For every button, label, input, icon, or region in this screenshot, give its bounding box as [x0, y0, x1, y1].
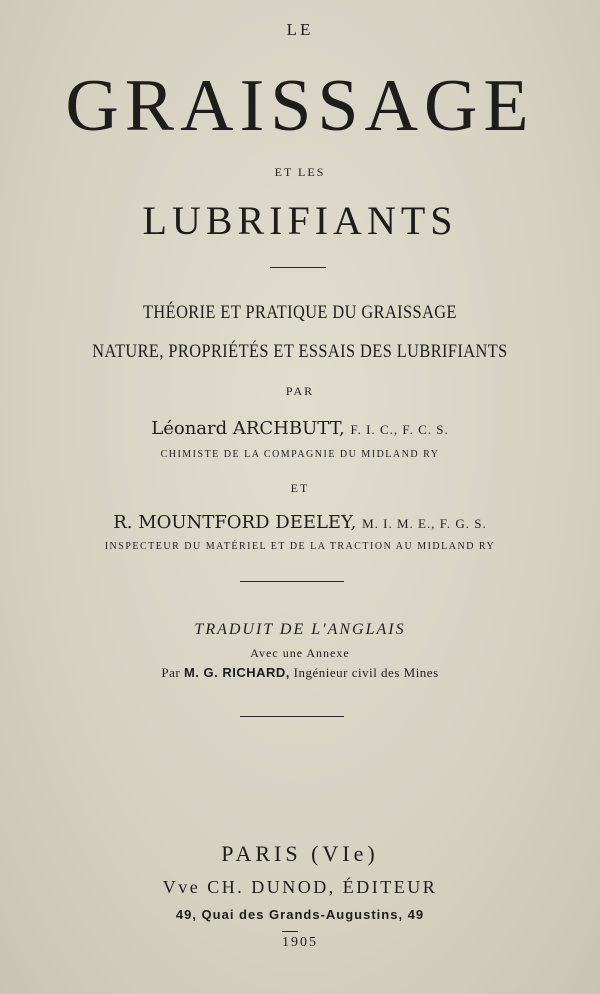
annex-note: Avec une Annexe	[250, 646, 350, 660]
publication-year: 1905	[282, 935, 318, 950]
main-title: GRAISSAGE	[65, 65, 535, 147]
title-article: LE	[286, 20, 314, 39]
author-1-credentials: F. I. C., F. C. S.	[350, 422, 449, 437]
translator-prefix: Par	[161, 665, 181, 680]
author-1-name: Léonard ARCHBUTT,	[151, 418, 345, 439]
publication-city: PARIS (VIe)	[221, 841, 379, 866]
divider-lower	[240, 716, 344, 717]
author-2	[0, 512, 600, 533]
and-label: ET	[290, 481, 310, 495]
title-conjunction: ET LES	[274, 165, 326, 179]
subtitle-line-2: NATURE, PROPRIÉTÉS ET ESSAIS DES LUBRIFIANTS	[92, 341, 508, 362]
divider-top	[270, 267, 326, 268]
author-2-credentials: M. I. M. E., F. G. S.	[362, 516, 487, 531]
publisher: Vve CH. DUNOD, ÉDITEUR	[162, 877, 438, 897]
publisher-address: 49, Quai des Grands-Augustins, 49	[175, 907, 425, 922]
translator-line	[0, 665, 600, 681]
translator-title: Ingénieur civil des Mines	[293, 665, 439, 680]
divider-middle	[240, 581, 344, 582]
translation-note: TRADUIT DE L'ANGLAIS	[194, 621, 406, 638]
subtitle-line-1: THÉORIE ET PRATIQUE DU GRAISSAGE	[143, 302, 457, 323]
author-1-role: CHIMISTE DE LA COMPAGNIE DU MIDLAND RY	[160, 449, 440, 460]
author-2-role: INSPECTEUR DU MATÉRIEL ET DE LA TRACTION AU MIDLAND RY	[104, 541, 496, 552]
by-label: PAR	[285, 384, 315, 398]
translator-name: M. G. RICHARD,	[183, 665, 290, 680]
author-1	[0, 418, 600, 439]
secondary-title: LUBRIFIANTS	[142, 198, 458, 243]
divider-year	[282, 931, 298, 932]
author-2-name: R. MOUNTFORD DEELEY,	[113, 512, 357, 533]
